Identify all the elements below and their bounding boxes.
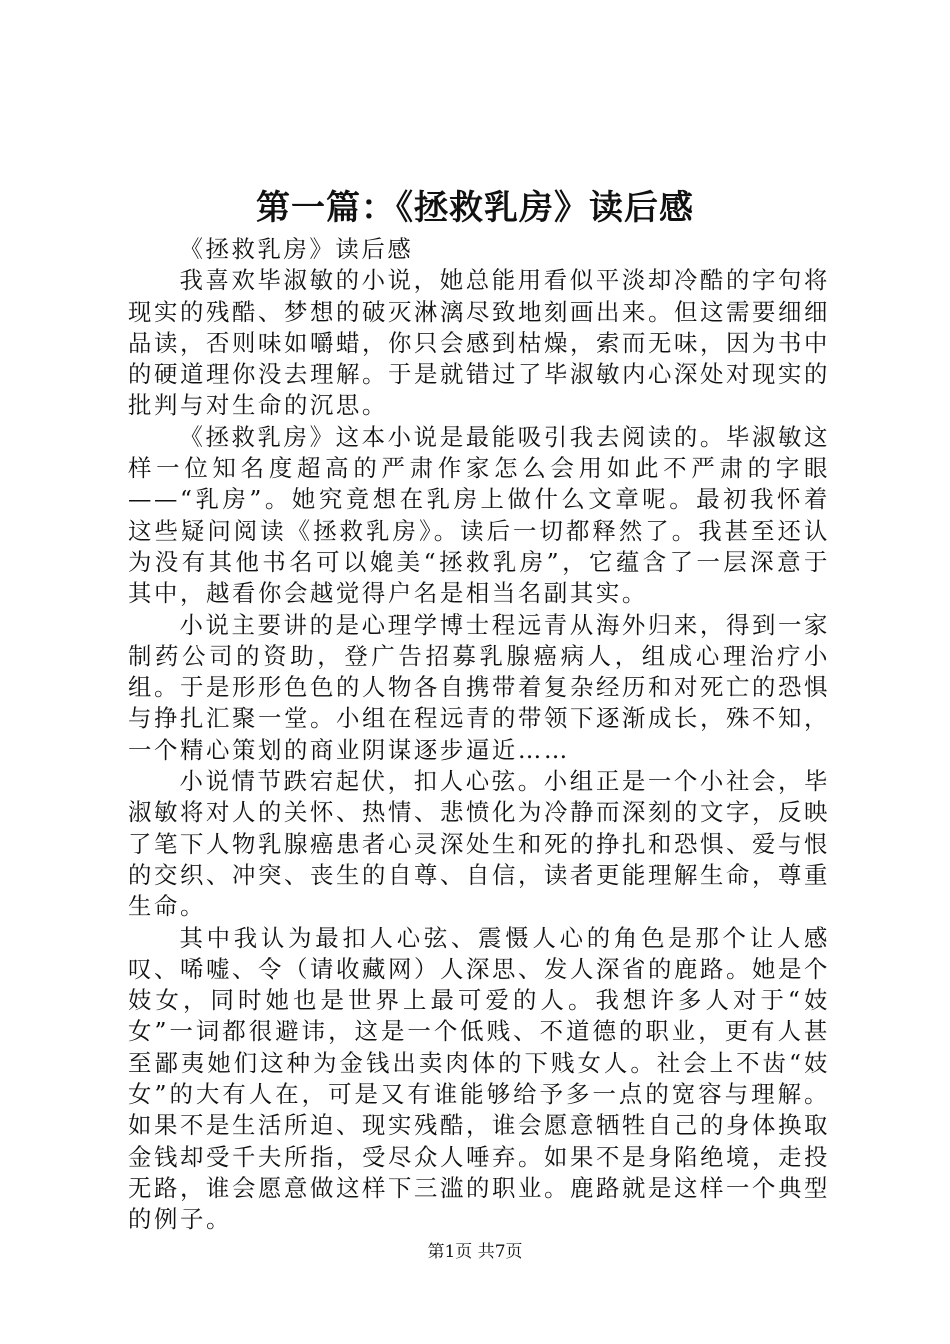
page-footer: 第1页 共7页 xyxy=(427,1242,523,1262)
document-title: 第一篇：《拯救乳房》读后感 xyxy=(256,188,694,228)
paragraph-2: 《拯救乳房》这本小说是最能吸引我去阅读的。毕淑敏这样一位知名度超高的严肃作家怎么会用如此不严肃的字眼——“乳房”。她究竟想在乳房上做什么文章呢。最初我怀着这些疑问阅读《拯救乳房》。读后一切都释然了。我甚至还认为没有其他书名可以媲美“拯救乳房”，它蕴含了一层深意于其中，越看你会越觉得户名是相当名副其实。 xyxy=(128,422,830,608)
paragraph-3: 小说主要讲的是心理学博士程远青从海外归来，得到一家制药公司的资助，登广告招募乳腺癌病人，组成心理治疗小组。于是形形色色的人物各自携带着复杂经历和对死亡的恐惧与挣扎汇聚一堂。小组在程远青的带领下逐渐成长，殊不知，一个精心策划的商业阴谋逐步逼近…… xyxy=(128,610,830,764)
document-body xyxy=(128,234,830,1236)
paragraph-4: 小说情节跌宕起伏，扣人心弦。小组正是一个小社会，毕淑敏将对人的关怀、热情、悲愤化为冷静而深刻的文字，反映了笔下人物乳腺癌患者心灵深处生和死的挣扎和恐惧、爱与恨的交织、冲突、丧生的自尊、自信，读者更能理解生命，尊重生命。 xyxy=(128,767,830,921)
document-subtitle: 《拯救乳房》读后感 xyxy=(179,235,414,263)
paragraph-1: 我喜欢毕淑敏的小说，她总能用看似平淡却冷酷的字句将现实的残酷、梦想的破灭淋漓尽致地刻画出来。但这需要细细品读，否则味如嚼蜡，你只会感到枯燥，索而无味，因为书中的硬道理你没去理解。于是就错过了毕淑敏内心深处对现实的批判与对生命的沉思。 xyxy=(128,266,830,420)
paragraph-5: 其中我认为最扣人心弦、震慑人心的角色是那个让人感叹、唏嘘、令（请收藏网）人深思、发人深省的鹿路。她是个妓女，同时她也是世界上最可爱的人。我想许多人对于“妓女”一词都很避讳，这是一个低贱、不道德的职业，更有人甚至鄙夷她们这种为金钱出卖肉体的下贱女人。社会上不齿“妓女”的大有人在，可是又有谁能够给予多一点的宽容与理解。如果不是生活所迫、现实残酷，谁会愿意牺牲自己的身体换取金钱却受千夫所指，受尽众人唾弃。如果不是身陷绝境，走投无路，谁会愿意做这样下三滥的职业。鹿路就是这样一个典型的例子。 xyxy=(128,923,830,1234)
